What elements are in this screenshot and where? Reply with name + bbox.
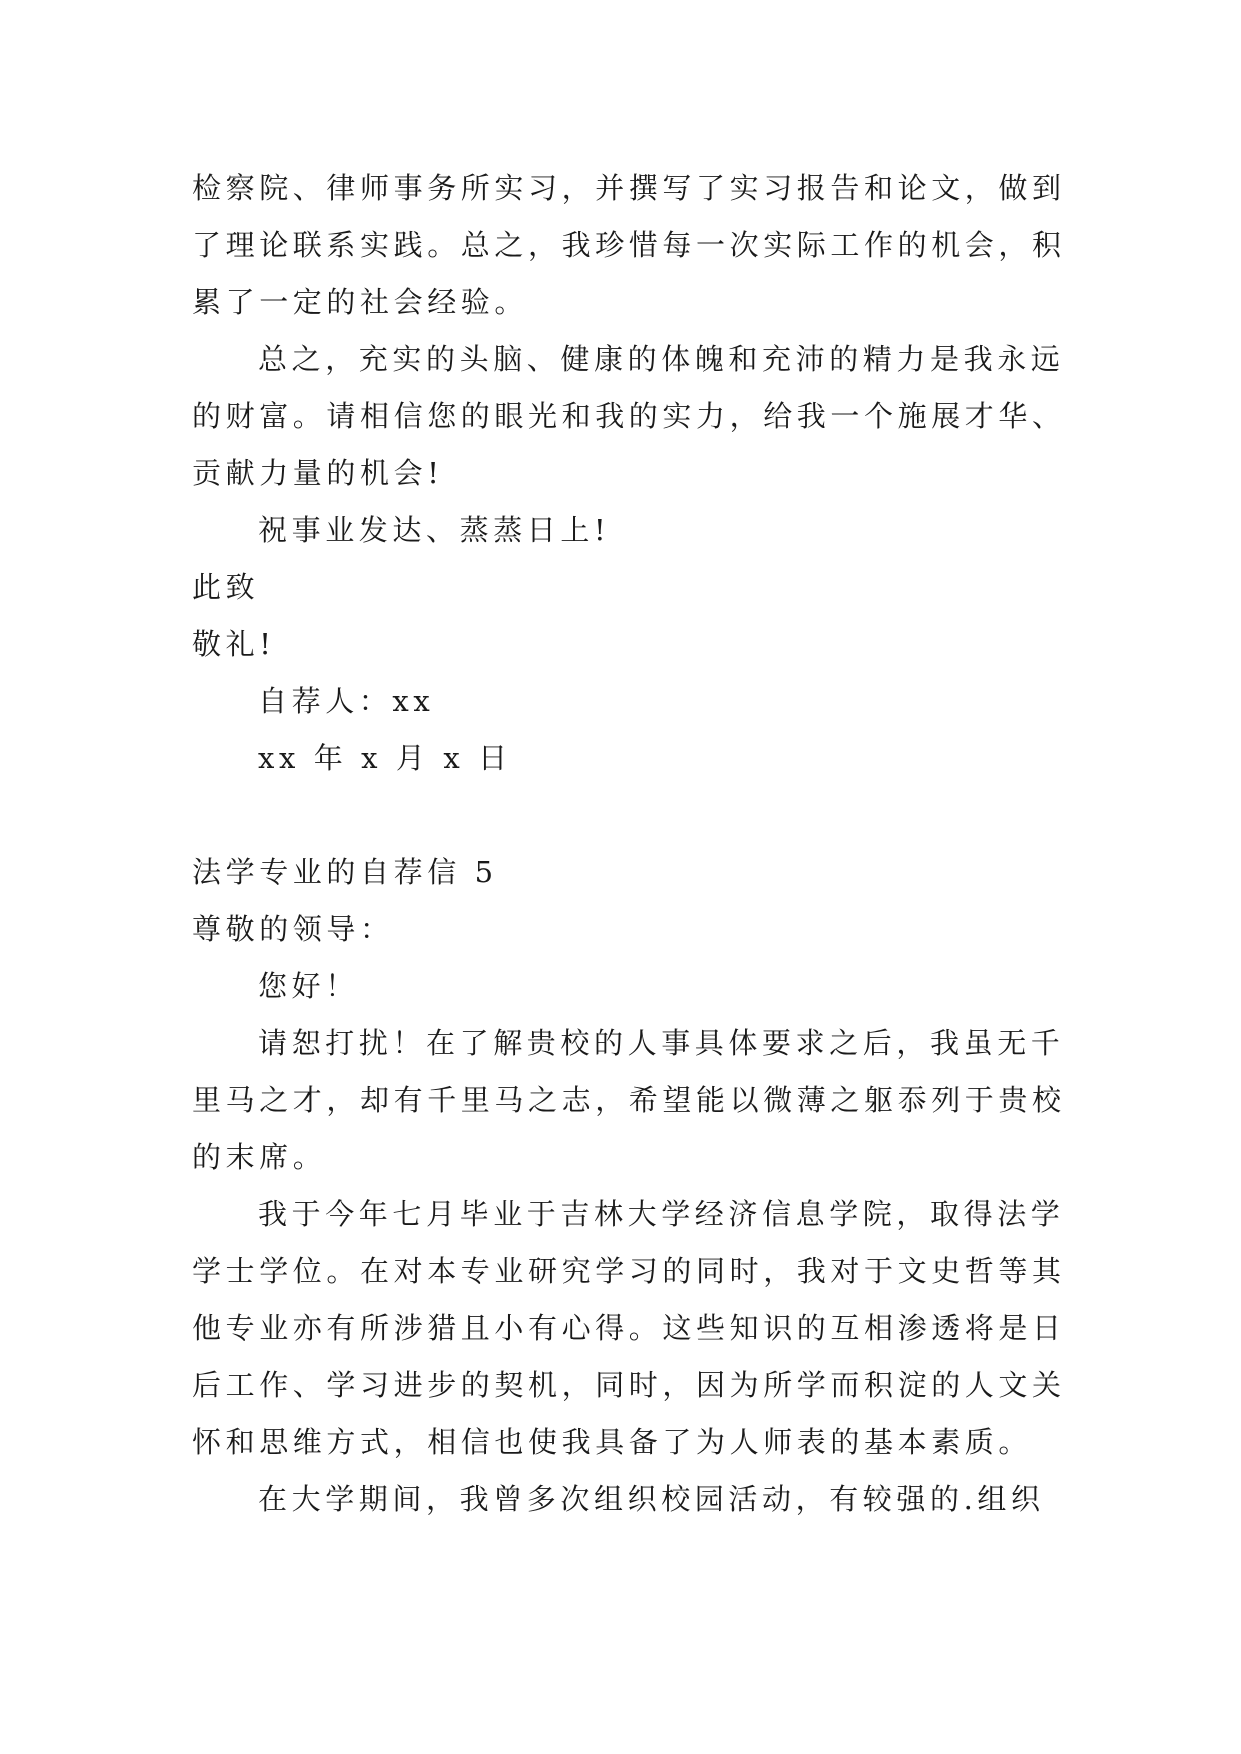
paragraph-line: 了理论联系实践。总之，我珍惜每一次实际工作的机会，积 [192, 228, 1066, 262]
signature-name: 自荐人：xx [258, 684, 435, 718]
paragraph-line: 在大学期间，我曾多次组织校园活动，有较强的.组织 [258, 1482, 1045, 1516]
section-title: 法学专业的自荐信 5 [192, 855, 498, 889]
paragraph-line: 里马之才，却有千里马之志，希望能以微薄之躯忝列于贵校 [192, 1083, 1066, 1117]
closing-salutation: 此致 [192, 570, 260, 604]
greeting: 尊敬的领导： [192, 912, 394, 946]
paragraph-line: 他专业亦有所涉猎且小有心得。这些知识的互相渗透将是日 [192, 1311, 1066, 1345]
paragraph-line: 的末席。 [192, 1140, 327, 1174]
signature-date: xx 年 x 月 x 日 [258, 741, 512, 775]
paragraph-line: 怀和思维方式，相信也使我具备了为人师表的基本素质。 [192, 1425, 1033, 1459]
paragraph-line: 我于今年七月毕业于吉林大学经济信息学院，取得法学 [258, 1197, 1065, 1231]
closing-wish: 祝事业发达、蒸蒸日上! [258, 513, 611, 547]
paragraph-line: 请恕打扰！在了解贵校的人事具体要求之后，我虽无千 [258, 1026, 1065, 1060]
paragraph-line: 检察院、律师事务所实习，并撰写了实习报告和论文，做到 [192, 171, 1066, 205]
paragraph-line: 学士学位。在对本专业研究学习的同时，我对于文史哲等其 [192, 1254, 1066, 1288]
paragraph-line: 总之，充实的头脑、健康的体魄和充沛的精力是我永远 [258, 342, 1065, 376]
paragraph-line: 贡献力量的机会! [192, 456, 444, 490]
paragraph-line: 后工作、学习进步的契机，同时，因为所学而积淀的人文关 [192, 1368, 1066, 1402]
paragraph-line: 累了一定的社会经验。 [192, 285, 529, 319]
greeting-hello: 您好！ [258, 969, 359, 1003]
closing-regards: 敬礼! [192, 627, 276, 661]
paragraph-line: 的财富。请相信您的眼光和我的实力，给我一个施展才华、 [192, 399, 1066, 433]
